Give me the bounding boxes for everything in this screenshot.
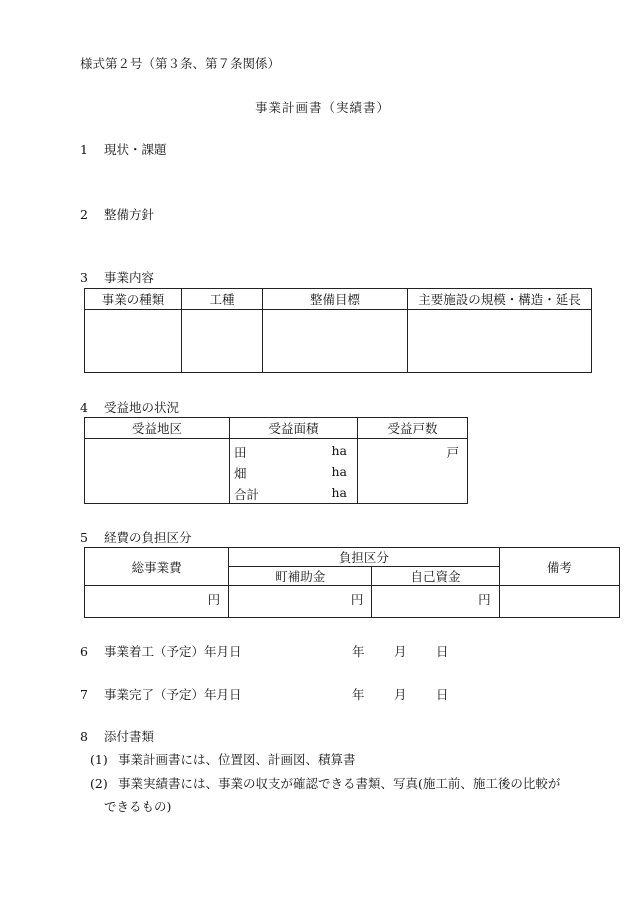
start-date-year: 年 [352,644,365,659]
col-header: 整備目標 [263,289,408,310]
col-header: 町補助金 [229,567,372,586]
section-2-heading [80,205,154,223]
col-header: 総事業費 [85,548,229,586]
section-number: 7 [80,687,88,702]
area-row-field: 畑 ha [234,464,347,481]
col-header: 工種 [182,289,263,310]
section-number: 4 [80,400,88,415]
project-content-table [84,288,592,373]
table-cell[interactable] [182,310,263,373]
section-number: 2 [80,207,88,222]
household-cell[interactable]: 戸 [358,439,468,504]
attachment-item-2-continued: できるもの) [104,799,172,814]
section-7-heading [80,685,242,703]
section-6-heading [80,642,242,660]
end-date-day: 日 [436,687,449,702]
section-title: 現状・課題 [104,142,167,157]
item-mark: (1) [90,752,108,767]
section-8-heading [80,727,154,745]
col-header: 受益地区 [85,418,230,439]
area-row-paddy: 田 ha [234,443,347,460]
section-number: 5 [80,530,88,545]
col-header: 事業の種類 [85,289,182,310]
section-title: 事業内容 [104,270,155,285]
document-title: 事業計画書（実績書） [255,100,391,115]
col-header: 自己資金 [372,567,499,586]
subsidy-cell[interactable]: 円 [229,586,372,618]
item-text: 事業実績書には、事業の収支が確認できる書類、写真(施工前、施工後の比較が [118,776,561,791]
table-cell[interactable] [408,310,592,373]
attachment-item-2 [90,774,560,792]
col-header: 負担区分 [229,548,499,567]
col-header: 備考 [499,548,619,586]
section-title: 事業着工（予定）年月日 [104,644,242,659]
item-text: 事業計画書には、位置図、計画図、積算書 [118,752,356,767]
section-4-heading [80,398,179,416]
section-number: 8 [80,729,88,744]
area-cell[interactable] [230,439,358,504]
section-number: 1 [80,142,88,157]
section-number: 3 [80,270,88,285]
section-number: 6 [80,644,88,659]
total-cost-cell[interactable]: 円 [85,586,229,618]
end-date-year: 年 [352,687,365,702]
district-cell[interactable] [85,439,230,504]
section-3-heading [80,268,154,286]
end-date-month: 月 [394,687,407,702]
col-header: 受益面積 [230,418,358,439]
section-5-heading [80,528,192,546]
section-title: 受益地の状況 [104,400,180,415]
attachment-item-1 [90,750,356,768]
section-title: 整備方針 [104,207,155,222]
section-title: 添付書類 [104,729,155,744]
section-1-heading [80,140,167,158]
item-mark: (2) [90,776,108,791]
col-header: 受益戸数 [358,418,468,439]
self-fund-cell[interactable]: 円 [372,586,499,618]
beneficiary-table [84,417,468,504]
start-date-day: 日 [436,644,449,659]
section-title: 事業完了（予定）年月日 [104,687,242,702]
area-row-total: 合計 ha [234,485,347,502]
note-cell[interactable] [499,586,619,618]
form-label: 様式第２号（第３条、第７条関係） [80,56,281,71]
section-title: 経費の負担区分 [104,530,192,545]
col-header: 主要施設の規模・構造・延長 [408,289,592,310]
start-date-month: 月 [394,644,407,659]
cost-share-table [84,547,620,618]
table-cell[interactable] [263,310,408,373]
table-cell[interactable] [85,310,182,373]
